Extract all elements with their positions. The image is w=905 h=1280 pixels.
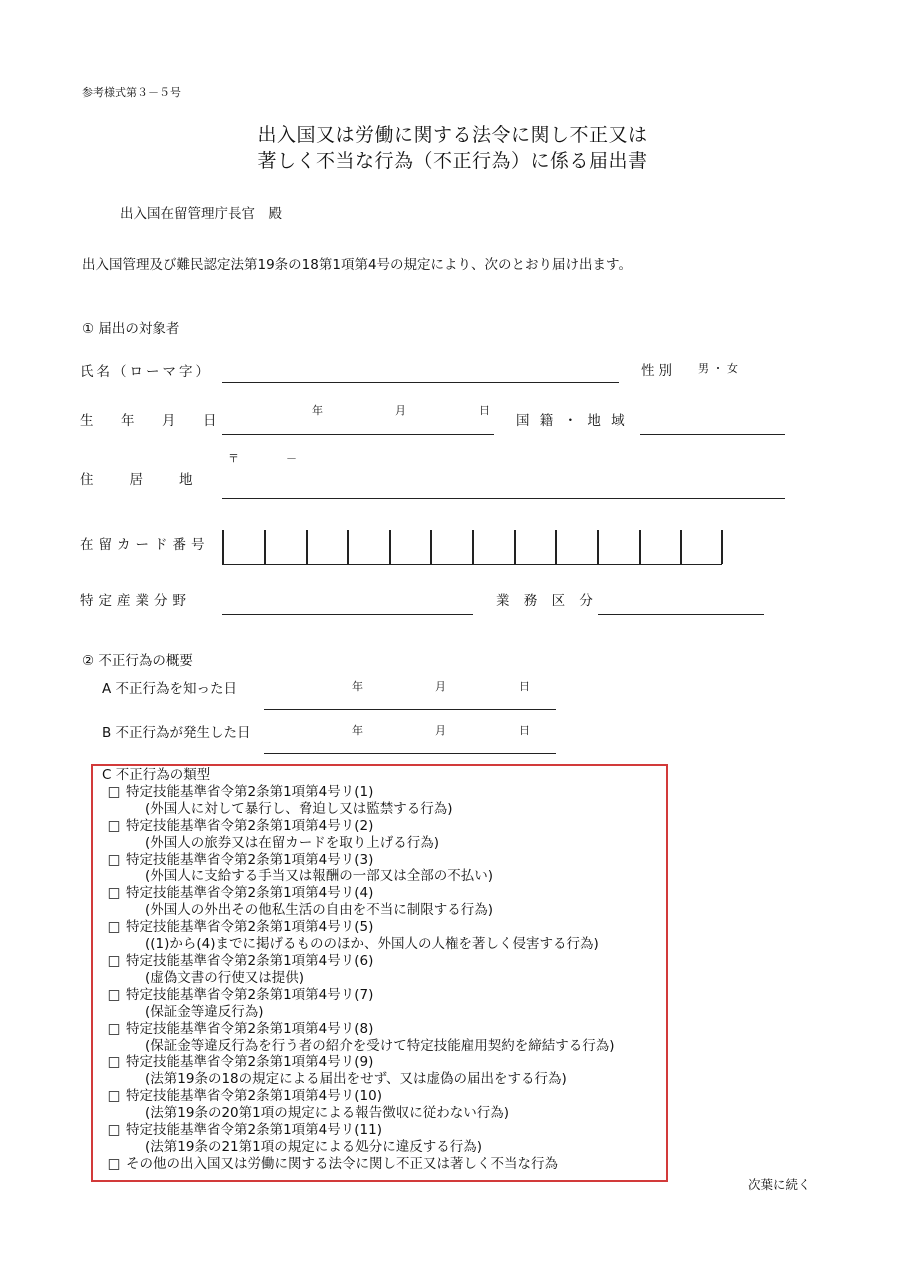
form-number: 参考様式第３－５号 — [82, 86, 181, 99]
card-digit-divider — [597, 530, 599, 564]
checkbox-icon[interactable]: □ — [107, 1054, 121, 1071]
category-main: 特定技能基準省令第2条第1項第4号リ(10) — [126, 1088, 382, 1105]
category-sub: (外国人に支給する手当又は報酬の一部又は全部の不払い) — [145, 868, 494, 885]
card-digit-divider — [555, 530, 557, 564]
known-date-label: A 不正行為を知った日 — [102, 681, 238, 697]
nationality-label: 国 籍 ・ 地 域 — [516, 413, 628, 429]
dob-month: 月 — [395, 404, 406, 417]
checkbox-icon[interactable]: □ — [107, 1088, 121, 1105]
section1-heading: ① 届出の対象者 — [82, 321, 180, 337]
category-sub: (法第19条の18の規定による届出をせず、又は虚偽の届出をする行為) — [145, 1071, 567, 1088]
intro-text: 出入国管理及び難民認定法第19条の18第1項第4号の規定により、次のとおり届け出ます。 — [82, 257, 632, 273]
section2-heading: ② 不正行為の概要 — [82, 653, 193, 669]
category-item[interactable] — [102, 1021, 615, 1055]
category-item[interactable] — [102, 1088, 615, 1122]
card-digit-divider — [514, 530, 516, 564]
card-digit-divider — [721, 530, 723, 564]
checkbox-icon[interactable]: □ — [107, 851, 121, 868]
dob-label: 生 年 月 日 — [80, 413, 224, 429]
category-item[interactable] — [102, 784, 615, 818]
gender-label: 性別 — [641, 363, 676, 379]
field-input[interactable] — [222, 614, 473, 615]
duty-input[interactable] — [598, 614, 764, 615]
checkbox-icon[interactable]: □ — [107, 986, 121, 1003]
checkbox-icon[interactable]: □ — [107, 885, 121, 902]
occurred-date-field[interactable] — [264, 753, 556, 754]
category-item[interactable] — [102, 1122, 615, 1156]
card-digit-divider — [264, 530, 266, 564]
category-main: 特定技能基準省令第2条第1項第4号リ(9) — [126, 1054, 374, 1071]
dob-field[interactable] — [222, 434, 494, 435]
postal-dash: － — [286, 452, 297, 465]
checkbox-icon[interactable]: □ — [107, 952, 121, 969]
category-item[interactable] — [102, 818, 615, 852]
category-main: 特定技能基準省令第2条第1項第4号リ(5) — [126, 919, 374, 936]
title-line-2: 著しく不当な行為（不正行為）に係る届出書 — [257, 150, 648, 172]
category-sub: (保証金等違反行為を行う者の紹介を受けて特定技能雇用契約を締結する行為) — [145, 1037, 615, 1054]
card-digit-divider — [639, 530, 641, 564]
card-number-baseline — [222, 564, 722, 565]
card-digit-divider — [472, 530, 474, 564]
category-main: 特定技能基準省令第2条第1項第4号リ(4) — [126, 885, 374, 902]
occurred-year: 年 — [352, 724, 363, 737]
category-sub: (法第19条の20第1項の規定による報告徴収に従わない行為) — [145, 1105, 509, 1122]
category-main: 特定技能基準省令第2条第1項第4号リ(6) — [126, 952, 374, 969]
category-item[interactable] — [102, 953, 615, 987]
dob-day: 日 — [479, 404, 490, 417]
category-list — [102, 767, 615, 1173]
category-item[interactable] — [102, 852, 615, 886]
occurred-date-label: B 不正行為が発生した日 — [102, 725, 251, 741]
card-digit-divider — [347, 530, 349, 564]
category-heading: C 不正行為の類型 — [102, 767, 211, 783]
category-item[interactable] — [102, 885, 615, 919]
known-year: 年 — [352, 680, 363, 693]
name-label: 氏名（ローマ字） — [80, 364, 212, 380]
category-main: 特定技能基準省令第2条第1項第4号リ(2) — [126, 817, 374, 834]
category-main: 特定技能基準省令第2条第1項第4号リ(3) — [126, 851, 374, 868]
checkbox-icon[interactable]: □ — [107, 1155, 121, 1172]
category-main: 特定技能基準省令第2条第1項第4号リ(1) — [126, 783, 374, 800]
category-item[interactable] — [102, 1156, 615, 1173]
category-sub: (外国人に対して暴行し、脅迫し又は監禁する行為) — [145, 800, 453, 817]
category-sub: (外国人の外出その他私生活の自由を不当に制限する行為) — [145, 902, 494, 919]
title-line-1: 出入国又は労働に関する法令に関し不正又は — [257, 124, 648, 146]
checkbox-icon[interactable]: □ — [107, 1122, 121, 1139]
known-day: 日 — [519, 680, 530, 693]
category-main: 特定技能基準省令第2条第1項第4号リ(11) — [126, 1122, 382, 1139]
nationality-field[interactable] — [640, 434, 785, 435]
category-main: 特定技能基準省令第2条第1項第4号リ(7) — [126, 986, 374, 1003]
category-sub: (虚偽文書の行使又は提供) — [145, 969, 305, 986]
category-sub: (外国人の旅券又は在留カードを取り上げる行為) — [145, 834, 440, 851]
address-field[interactable] — [222, 498, 785, 499]
gender-options[interactable]: 男 ・ 女 — [698, 362, 738, 375]
occurred-month: 月 — [435, 724, 446, 737]
name-field[interactable] — [222, 382, 619, 383]
known-month: 月 — [435, 680, 446, 693]
category-sub: ((1)から(4)までに掲げるもののほか、外国人の人権を著しく侵害する行為) — [145, 936, 599, 953]
category-item[interactable] — [102, 1054, 615, 1088]
card-digit-divider — [430, 530, 432, 564]
card-label: 在留カード番号 — [80, 537, 210, 553]
field-label: 特定産業分野 — [80, 593, 191, 609]
card-digit-divider — [680, 530, 682, 564]
continued-note: 次葉に続く — [748, 1177, 811, 1192]
known-date-field[interactable] — [264, 709, 556, 710]
card-digit-divider — [306, 530, 308, 564]
addressee: 出入国在留管理庁長官 殿 — [120, 206, 282, 222]
checkbox-icon[interactable]: □ — [107, 1020, 121, 1037]
checkbox-icon[interactable]: □ — [107, 817, 121, 834]
card-digit-divider — [389, 530, 391, 564]
duty-label: 業 務 区 分 — [496, 593, 598, 609]
dob-year: 年 — [312, 404, 323, 417]
category-sub: (保証金等違反行為) — [145, 1003, 264, 1020]
postal-mark: 〒 — [228, 452, 239, 465]
category-item[interactable] — [102, 919, 615, 953]
checkbox-icon[interactable]: □ — [107, 783, 121, 800]
occurred-day: 日 — [519, 724, 530, 737]
category-item[interactable] — [102, 987, 615, 1021]
address-label: 住 居 地 — [80, 472, 196, 488]
category-main: その他の出入国又は労働に関する法令に関し不正又は著しく不当な行為 — [126, 1155, 558, 1172]
category-sub: (法第19条の21第1項の規定による処分に違反する行為) — [145, 1138, 482, 1155]
checkbox-icon[interactable]: □ — [107, 919, 121, 936]
category-main: 特定技能基準省令第2条第1項第4号リ(8) — [126, 1020, 374, 1037]
